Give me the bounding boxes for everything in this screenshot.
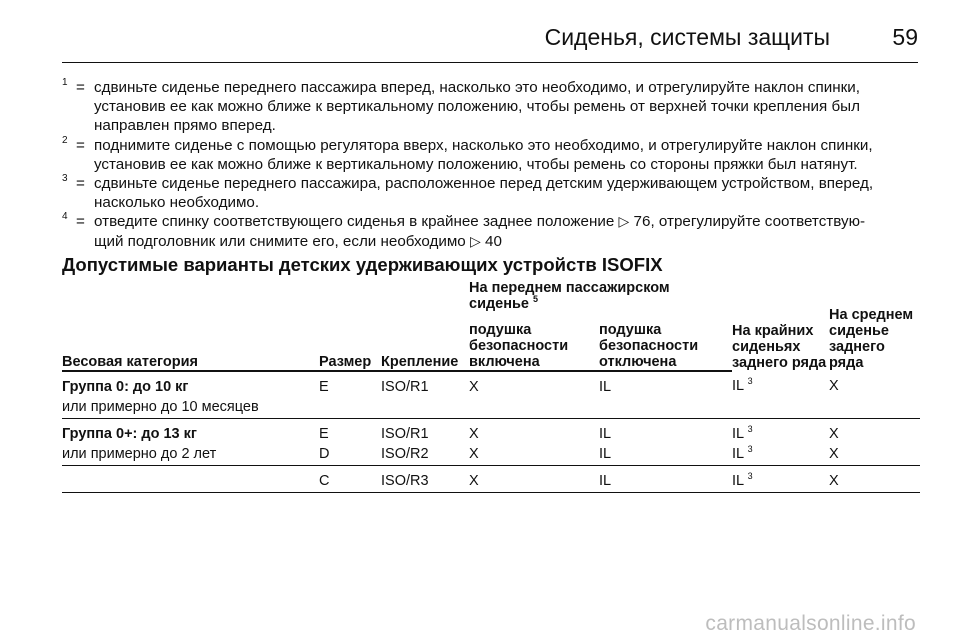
cell-group: [62, 466, 319, 493]
header-rear-center: На среднем сиденье заднего ряда: [829, 307, 914, 371]
header-airbag-off: подушка безопасности отключена: [599, 312, 732, 371]
cell-rear-center: X: [829, 378, 839, 394]
footnote-equals: =: [76, 79, 85, 96]
footnotes: [62, 78, 922, 251]
footnote-equals: =: [76, 136, 85, 154]
cell-fixing: ISO/R3: [381, 466, 469, 493]
cell-fixing: ISO/R1: [381, 379, 429, 395]
group-label: Группа 0+: до 13 кг: [62, 426, 197, 442]
footnote-ref: 3: [747, 376, 753, 387]
cell-value: IL: [732, 473, 744, 489]
cell-airbag-on: X: [469, 466, 599, 493]
page-number: 59: [892, 24, 918, 50]
footnote-text: отведите спинку соответствующего сиденья в крайнее заднее положение: [94, 213, 615, 231]
header-size: Размер: [319, 312, 381, 371]
cell-airbag-off: IL: [599, 379, 612, 395]
footnote-ref: 3: [747, 424, 753, 435]
footnote-text: , отрегулируйте соответствую-: [650, 213, 866, 231]
page-title: Сиденья, системы защиты: [544, 24, 830, 50]
cell-value: IL: [732, 446, 744, 462]
footnote-ref: 3: [747, 471, 753, 482]
page-header: [62, 14, 918, 63]
cell-value: IL: [732, 426, 744, 442]
isofix-table: [62, 280, 920, 493]
header-front-seat: [469, 280, 732, 312]
footnote-line: установив ее как можно ближе к вертикальному положению, чтобы ремень со стороны пряжки был натянут.: [94, 155, 858, 173]
page-ref-arrow-icon: ▷: [470, 232, 481, 249]
footnote-line: сдвиньте сиденье переднего пассажира, расположенное перед детским удерживающем устройством, вперед,: [94, 175, 874, 193]
cell-airbag-off: IL: [599, 445, 732, 466]
table-row: [62, 398, 920, 419]
footnote-text: щий подголовник или снимите его, если необходимо: [94, 232, 466, 250]
page-reference-link[interactable]: 76: [633, 213, 651, 231]
cell-airbag-on: X: [469, 379, 479, 395]
cell-size: C: [319, 466, 381, 493]
cell-airbag-on: X: [469, 445, 599, 466]
header-rear-outer: На крайних сиденьях заднего ряда: [732, 323, 827, 371]
header-weight: Весовая категория: [62, 312, 319, 371]
footnote-line: насколько необходимо.: [94, 194, 260, 212]
footnote-line: направлен прямо вперед.: [94, 117, 276, 135]
footnote-1: [62, 78, 922, 136]
footnote-4: [62, 212, 922, 250]
footnote-line: [94, 232, 922, 251]
cell-fixing: ISO/R2: [381, 445, 469, 466]
footnote-2: [62, 136, 922, 174]
cell-group-sub: или примерно до 2 лет: [62, 445, 319, 466]
cell-rear-outer: [732, 466, 829, 493]
footnote-3: [62, 174, 922, 212]
footnote-ref: 3: [747, 444, 753, 455]
cell-rear-center: X: [829, 466, 920, 493]
footnote-number: 2: [62, 134, 68, 146]
cell-size: D: [319, 445, 381, 466]
footnote-line: поднимите сиденье с помощью регулятора вверх, насколько это необходимо, и отрегулируйте наклон спинки,: [94, 136, 873, 154]
cell-rear-outer: [732, 371, 829, 398]
footnote-number: 3: [62, 173, 68, 185]
footnote-number: 4: [62, 211, 68, 223]
footnote-line: сдвиньте сиденье переднего пассажира вперед, насколько это необходимо, и отрегулируйте наклон спинки,: [94, 79, 860, 96]
table-row: [62, 419, 920, 446]
header-fixing: Крепление: [381, 312, 469, 371]
cell-airbag-off: IL: [599, 466, 732, 493]
cell-group-sub: или примерно до 10 месяцев: [62, 398, 920, 419]
table-row: [62, 466, 920, 493]
cell-size: E: [319, 379, 329, 395]
cell-group: [62, 419, 319, 446]
cell-rear-outer: [732, 445, 829, 466]
table-row: [62, 371, 920, 398]
cell-rear-outer: [732, 419, 829, 446]
header-spacer: [62, 280, 319, 312]
footnote-equals: =: [76, 175, 85, 193]
footnote-equals: =: [76, 213, 85, 231]
header-spacer: [381, 280, 469, 312]
section-title: Допустимые варианты детских удерживающих устройств ISOFIX: [62, 254, 663, 275]
page-reference-link[interactable]: 40: [485, 232, 502, 250]
cell-fixing: ISO/R1: [381, 426, 429, 442]
footnote-line: [94, 212, 922, 231]
footnote-line: установив ее как можно ближе к вертикальному положению, чтобы ремень от верхней точки крепления был: [94, 98, 860, 116]
table-header-row: [62, 280, 920, 312]
cell-value: IL: [732, 378, 744, 394]
cell-size: E: [319, 426, 329, 442]
footnote-ref: 5: [533, 294, 539, 305]
table-row: [62, 445, 920, 466]
cell-rear-center: X: [829, 445, 920, 466]
watermark: carmanualsonline.info: [705, 612, 916, 635]
header-spacer: [319, 280, 381, 312]
header-front-seat-label: На переднем пассажирском сиденье: [469, 280, 670, 312]
footnote-number: 1: [62, 77, 68, 88]
header-airbag-on: подушка безопасности включена: [469, 312, 599, 371]
group-label: Группа 0: до 10 кг: [62, 379, 189, 395]
page-ref-arrow-icon: ▷: [618, 213, 630, 230]
cell-airbag-off: IL: [599, 426, 612, 442]
cell-group: [62, 371, 319, 398]
cell-airbag-on: X: [469, 426, 479, 442]
cell-rear-center: X: [829, 426, 839, 442]
